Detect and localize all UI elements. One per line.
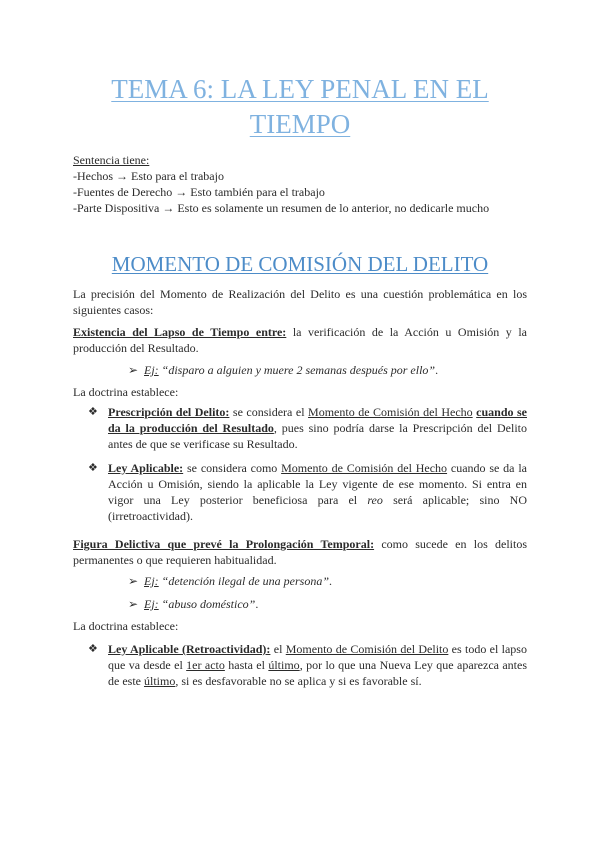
example-end: . bbox=[329, 574, 332, 588]
example-quote: “detención ilegal de una persona” bbox=[158, 574, 329, 588]
figura-label: Figura Delictiva que prevé la Prolongación Temporal: bbox=[73, 537, 375, 551]
arrow-bullet-icon: ➢ bbox=[128, 363, 139, 377]
bullet-text: se considera como bbox=[183, 461, 282, 475]
bullet-text: hasta el bbox=[224, 658, 269, 672]
intro-heading: Sentencia tiene: bbox=[73, 153, 150, 167]
lapso-label: Existencia del Lapso de Tiempo entre: bbox=[73, 325, 287, 339]
example-label: Ej: bbox=[144, 363, 159, 377]
bullet-text: , si es desfavorable no se aplica y si es favorable sí. bbox=[175, 674, 422, 688]
intro-line-hechos: -Hechos → Esto para el trabajo bbox=[73, 169, 224, 183]
paragraph-figura bbox=[73, 536, 527, 568]
bullet-text: cuando se da la Acción u Omisión, siendo la aplicable la Ley vigente de ese momento. Si entra en vigor una Ley posterior beneficiosa para el bbox=[108, 461, 527, 507]
bullet-text: , por lo que una Nueva Ley que aparezca antes de este bbox=[108, 658, 528, 688]
bullet-underlined: Momento de Comisión del Delito bbox=[285, 642, 449, 656]
bullet-underlined: Momento de Comisión del Hecho bbox=[281, 461, 448, 475]
diamond-bullet-icon: ❖ bbox=[88, 462, 98, 474]
bullet-underlined: último bbox=[143, 674, 176, 688]
example-label: Ej: bbox=[144, 574, 159, 588]
paragraph-lapso bbox=[73, 324, 527, 356]
bullet-underlined-bold: cuando se da la producción del Resultado bbox=[108, 405, 527, 435]
paragraph-precision: La precisión del Momento de Realización del Delito es una cuestión problemática en los siguientes casos: bbox=[73, 287, 527, 317]
arrow-bullet-icon: ➢ bbox=[128, 597, 139, 611]
example-detencion bbox=[128, 573, 332, 589]
bullet-underlined: último bbox=[268, 658, 300, 672]
lapso-text: la verificación de la Acción u Omisión y la producción del Resultado. bbox=[73, 325, 527, 355]
intro-block bbox=[73, 152, 527, 216]
diamond-bullet-icon: ❖ bbox=[88, 406, 98, 418]
intro-line-fuentes: -Fuentes de Derecho → Esto también para el trabajo bbox=[73, 185, 325, 199]
bullet-text: será aplicable; sino NO (irretroactividad). bbox=[108, 493, 527, 523]
bullet-underlined: 1er acto bbox=[186, 658, 225, 672]
bullet-label: Prescripción del Delito: bbox=[108, 405, 230, 419]
doctrina-heading-2: La doctrina establece: bbox=[73, 619, 179, 633]
bullet-text: , pues sino podría darse la Prescripción del Delito antes de que se verificase su Resultado. bbox=[108, 421, 527, 451]
example-label: Ej: bbox=[144, 597, 159, 611]
bullet-retroactividad bbox=[88, 641, 527, 689]
example-quote: “disparo a alguien y muere 2 semanas después por ello” bbox=[158, 363, 436, 377]
bullet-underlined: Momento de Comisión del Hecho bbox=[308, 405, 473, 419]
bullet-italic: reo bbox=[367, 493, 383, 507]
example-quote: “abuso doméstico” bbox=[158, 597, 256, 611]
bullet-text: es todo el lapso que va desde el bbox=[108, 642, 527, 672]
bullet-label: Ley Aplicable (Retroactividad): bbox=[108, 642, 271, 656]
example-end: . bbox=[435, 363, 439, 377]
intro-line-parte: -Parte Dispositiva → Esto es solamente un resumen de lo anterior, no dedicarle mucho bbox=[73, 201, 490, 215]
bullet-text: se considera el bbox=[229, 405, 309, 419]
example-abuso bbox=[128, 596, 258, 612]
doctrina-heading-1: La doctrina establece: bbox=[73, 385, 179, 399]
bullet-prescripcion bbox=[88, 404, 527, 452]
example-end: . bbox=[255, 597, 259, 611]
page-title: TEMA 6: LA LEY PENAL EN EL TIEMPO bbox=[111, 74, 489, 139]
bullet-text: el bbox=[270, 642, 286, 656]
diamond-bullet-icon: ❖ bbox=[88, 643, 98, 655]
bullet-ley-aplicable bbox=[88, 460, 527, 524]
arrow-bullet-icon: ➢ bbox=[128, 574, 139, 588]
example-disparo bbox=[128, 362, 438, 378]
section-title: MOMENTO DE COMISIÓN DEL DELITO bbox=[111, 252, 489, 276]
figura-text: como sucede en los delitos permanentes o que requieren habitualidad. bbox=[73, 537, 527, 567]
bullet-label: Ley Aplicable: bbox=[108, 461, 184, 475]
